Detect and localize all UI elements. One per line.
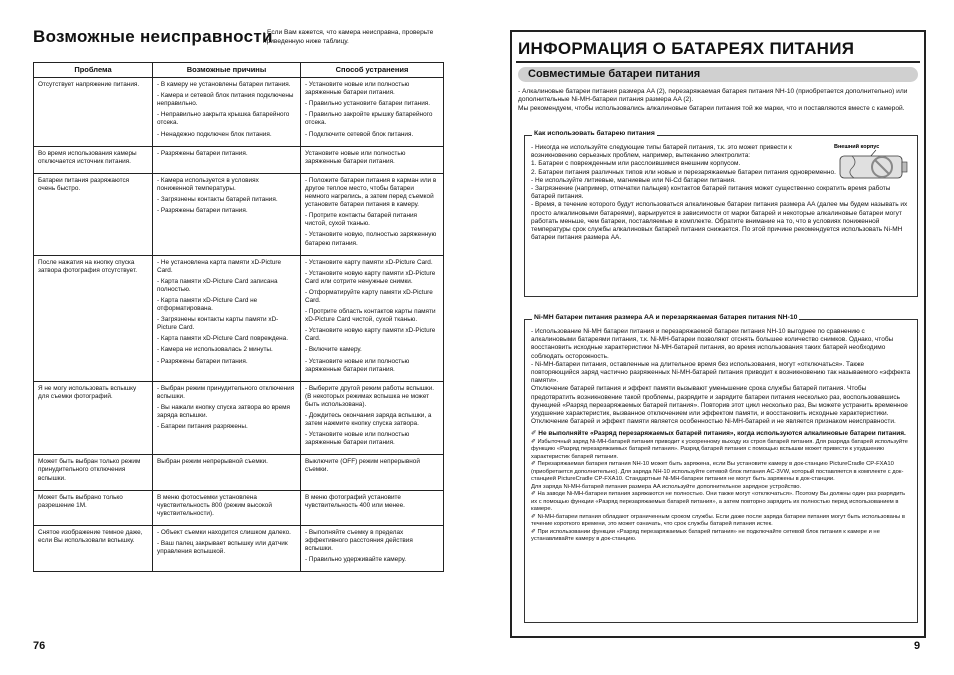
header-remedies: Способ устранения — [301, 63, 444, 78]
remedies-text: В меню фотографий установите чувствительность 400 или менее. — [305, 493, 405, 509]
small-note: Для заряда Ni-MH-батарей питания размера AA используйте дополнительное зарядное устройство. — [531, 483, 802, 490]
table-row — [34, 490, 444, 525]
remedies-text: - Правильно удерживайте камеру. — [305, 556, 407, 564]
warning-note: ✐ Не выполняйте «Разряд перезаряжаемых батарей питания», когда используются алкалиновые батареи питания. — [531, 430, 906, 438]
problem-text: Отсутствует напряжение питания. — [38, 81, 140, 89]
right-page — [490, 0, 954, 675]
subtitle: Совместимые батареи питания — [528, 68, 701, 80]
causes-cell — [153, 455, 301, 490]
remedies-text: - Отформатируйте карту памяти xD-Picture Card. — [305, 288, 433, 304]
small-note: ✐ Ni-MH-батареи питания обладают ограниченным сроком службы. Если даже после заряда батареи питания могут быть использованы в течение короткого времени, это может означать, что срок службы батарей питания истек. — [531, 513, 905, 528]
remedies-text: - Выполняйте съемку в пределах эффективного расстояния действия вспышки. — [305, 528, 413, 553]
table-row — [34, 455, 444, 490]
intro-line: - Алкалиновые батареи питания размера AA (2), перезаряжаемая батарея питания NH-10 (приобретается дополнительно) или дополнительные Ni-MH-батареи питания размера AA (2). — [518, 88, 908, 104]
remedies-text: - Установите новые или полностью заряженные батареи питания. — [305, 81, 410, 97]
causes-text: - В камеру не установлены батареи питания. — [157, 81, 291, 89]
causes-cell — [153, 490, 301, 525]
table-row — [34, 381, 444, 455]
remedies-text: - Включите камеру. — [305, 346, 362, 354]
table-row — [34, 173, 444, 255]
remedies-text: - Выберите другой режим работы вспышки. (В некоторых режимах вспышка не может быть использована). — [305, 384, 435, 408]
outer-casing-label: Внешний корпус — [834, 144, 880, 150]
remedies-cell — [301, 255, 444, 381]
problem-cell — [34, 255, 153, 381]
nimh-line: - Ni-MH-батареи питания, оставленные на длительное время без использования, могут «отключаться». Также повторяющийся заряд частично разряженных Ni-MH-батарей питания приводит к возникновению так называемого «эффекта памяти». — [531, 360, 911, 385]
causes-text: - Карта памяти xD-Picture Card не отформатирована. — [157, 296, 258, 313]
causes-text: - Загрязнены контакты батарей питания. — [157, 196, 278, 204]
intro-text — [518, 88, 918, 113]
remedies-text: - Дождитесь окончания заряда вспышки, а затем нажмите кнопку спуска затвора. — [305, 412, 432, 428]
remedies-cell — [301, 525, 444, 571]
remedies-text: - Протрите контакты батарей питания чистой, сухой тканью. — [305, 212, 418, 228]
table-row — [34, 255, 444, 381]
intro-note: - Если Вам кажется, что камера неисправна, проверьте приведенную ниже таблицу. — [263, 29, 434, 45]
remedies-cell — [301, 490, 444, 525]
causes-cell — [153, 381, 301, 455]
subtitle-bar — [518, 67, 918, 82]
causes-text: - Ваш палец закрывает вспышку или датчик управления вспышкой. — [157, 540, 288, 556]
problem-text: Может быть выбран только режим принудительного отключения вспышки. — [38, 458, 141, 482]
page-title: Возможные неисправности — [33, 27, 273, 46]
small-note: ✐ На заводе Ni-MH-батареи питания заряжаются не полностью. Они также могут «отключаться». Поэтому Вы должны один раз разрядить их с помощью функции «Разряд перезаряжаемых батарей питания», а затем повторно зарядить их полностью перед использованием в камере. — [531, 491, 906, 513]
remedies-text: - Протрите область контактов карты памяти xD-Picture Card чистой, сухой тканью. — [305, 308, 436, 324]
table-row — [34, 146, 444, 173]
nimh-line: - Использование Ni-MH батареи питания и перезаряжаемой батареи питания NH-10 выгоднее по сравнению с алкалиновыми батареями питания, т.к. Ni-MH-батареи позволяют отснять большее количество снимков. Однако, чтобы восстановить исходные характеристики Ni-MH-батарей питания, во время использования таких батарей необходимо соблюдать осторожность. — [531, 328, 894, 360]
nimh-text — [531, 328, 911, 544]
remedies-text: - Установите новые или полностью заряженные батареи питания. — [305, 357, 410, 373]
problem-text: Во время использования камеры отключается источник питания. — [38, 149, 137, 165]
causes-text: - Батареи питания разряжены. — [157, 423, 248, 431]
causes-text: В меню фотосъемки установлена чувствительность 800 (режим высокой чувствительности). — [157, 493, 272, 517]
usage-line: - Никогда не используйте следующие типы батарей питания, т.к. это может привести к возникновению серьезных проблем, например, вытеканию электролита: — [531, 144, 792, 160]
remedies-cell — [301, 173, 444, 255]
problem-cell — [34, 525, 153, 571]
nimh-line: Отключение батарей питания и эффект памяти вызывают уменьшение срока службы батарей питания. Чтобы предотвратить возникновение такой проблемы, разрядите и зарядите батареи питания несколько раз, воспользовавшись функцией «Разряд перезаряжаемых батарей питания». Повторив этот цикл несколько раз, Вы можете устранить временное ухудшение характеристик, вызванное отключением или эффектом памяти, и восстановить исходные характеристики. — [531, 385, 908, 418]
nimh-line: Отключение батарей и эффект памяти является особенностью Ni-MH-батарей и не является признаком неисправности. — [531, 418, 896, 426]
problem-cell — [34, 490, 153, 525]
remedies-text: - Правильно установите батареи питания. — [305, 100, 431, 108]
usage-line: - Не используйте литиевые, магниевые или Ni-Cd батареи питания. — [531, 176, 736, 184]
intro-line: Мы рекомендуем, чтобы использовались алкалиновые батареи питания той же марки, что и поставляются вместе с камерой. — [518, 104, 905, 112]
causes-text: - Неправильно закрыта крышка батарейного отсека. — [157, 111, 290, 127]
table-header-row — [34, 63, 444, 78]
small-note: ✐ Избыточный заряд Ni-MH-батарей питания приводит к ускоренному выходу из строя батарей питания. Для разряда батарей используйте функцию «Разряд перезаряжаемых батарей питания». Разряд батарей питания с помощью вспышки может привести к ухудшению характеристик батарей питания. — [531, 438, 908, 460]
page-number-left: 76 — [33, 640, 46, 652]
remedies-text: - Установите карту памяти xD-Picture Card. — [305, 258, 433, 266]
usage-heading: Как использовать батарею питания — [534, 130, 655, 137]
problem-text: Я не могу использовать вспышку для съемки фотографий. — [38, 384, 137, 400]
causes-text: - Разряжены батареи питания. — [157, 207, 248, 215]
remedies-cell — [301, 146, 444, 173]
causes-text: - Разряжены батареи питания. — [157, 357, 248, 365]
nimh-heading: Ni-MH батареи питания размера AA и перезаряжаемая батарея питания NH-10 — [534, 314, 798, 321]
causes-text: - Карта памяти xD-Picture Card повреждена. — [157, 335, 289, 343]
remedies-text: - Правильно закройте крышку батарейного отсека. — [305, 111, 433, 127]
causes-text: - Камера используется в условиях пониженной температуры. — [157, 176, 259, 192]
usage-line: 2. Батареи питания различных типов или новые и перезаряжаемые батареи питания одновременно. — [531, 168, 836, 176]
remedies-text: Выключите (OFF) режим непрерывной съемки. — [305, 458, 420, 474]
problem-cell — [34, 455, 153, 490]
remedies-text: - Положите батареи питания в карман или в другое теплое место, чтобы батареи немного нагрелись, а затем перед съемкой установите батареи питания в камеру. — [305, 176, 437, 209]
remedies-cell — [301, 78, 444, 147]
small-note: ✐ При использовании функции «Разряд перезаряжаемых батарей питания» не подключайте сетевой блок питания к камере и не устанавливайте камеру в док-станцию. — [531, 528, 880, 543]
causes-text: - Ненадежно подключен блок питания. — [157, 130, 272, 138]
usage-text — [531, 144, 911, 242]
usage-line: - Время, в течение которого будут использоваться алкалиновые батареи питания размера AA (далее мы будем называть их просто алкалиновыми батареями), варьируется в зависимости от марки батарей и некоторые алкалиновые батареи могут работать меньше, чем батареи, поставляемые в комплекте. Обратите внимание на то, что в условиях пониженной температуры срок службы алкалиновых батарей питания снижается. По этой причине рекомендуется использовать Ni-MH батареи питания размера AA. — [531, 201, 908, 242]
causes-text: - Карта памяти xD-Picture Card записана полностью. — [157, 277, 278, 293]
problem-text: Снятое изображение темное даже, если Вы использовали вспышку. — [38, 528, 143, 545]
nimh-frame — [524, 314, 918, 623]
causes-text: - Вы нажали кнопку спуска затвора во время заряда вспышки. — [157, 403, 290, 419]
table-row — [34, 525, 444, 571]
remedies-text: - Подключите сетевой блок питания. — [305, 130, 414, 138]
remedies-cell — [301, 455, 444, 490]
problem-text: Батареи питания разряжаются очень быстро. — [38, 176, 130, 192]
remedies-text: - Установите новую, полностью заряженную батарею питания. — [305, 231, 437, 247]
usage-line: 1. Батареи с поврежденным или расслоившимся внешним корпусом. — [531, 160, 741, 168]
remedies-text: - Установите новую карту памяти xD-Picture Card или сотрите ненужные снимки. — [305, 269, 436, 285]
causes-cell — [153, 146, 301, 173]
problem-cell — [34, 173, 153, 255]
page-number-right: 9 — [914, 640, 921, 652]
causes-text: - Объект съемки находится слишком далеко. — [157, 528, 291, 536]
section-title: ИНФОРМАЦИЯ О БАТАРЕЯХ ПИТАНИЯ — [518, 39, 855, 58]
remedies-text: Установите новые или полностью заряженные батареи питания. — [305, 149, 406, 165]
title-divider — [516, 61, 920, 63]
header-causes: Возможные причины — [153, 63, 301, 78]
causes-text: - Загрязнены контакты карты памяти xD-Picture Card. — [157, 316, 279, 332]
problem-text: Может быть выбрано только разрешение 1M. — [38, 493, 123, 509]
causes-text: Выбран режим непрерывной съемки. — [157, 458, 268, 466]
causes-text: - Камера не использовалась 2 минуты. — [157, 346, 273, 354]
causes-text: - Выбран режим принудительного отключения вспышки. — [157, 384, 295, 400]
table-row — [34, 78, 444, 147]
remedies-cell — [301, 381, 444, 455]
troubleshooting-table — [33, 62, 444, 572]
remedies-text: - Установите новые или полностью заряженные батареи питания. — [305, 431, 410, 447]
small-note: ✐ Перезаряжаемая батарея питания NH-10 может быть заряжена, если Вы установите камеру в док-станцию PictureCradle CP-FXA10 (приобретается дополнительно). Для заряда NH-10 используйте сетевой блок питания AC-3VW, который поставляется в комплекте с док-станцией PictureCradle CP-FXA10. Стандартные Ni-MH-батареи питания не могут быть заряжены в док-станции. — [531, 461, 904, 483]
problem-cell — [34, 381, 153, 455]
battery-info-box — [510, 30, 926, 638]
usage-frame — [524, 130, 918, 297]
remedies-text: - Установите новую карту памяти xD-Picture Card. — [305, 327, 436, 343]
problem-text: После нажатия на кнопку спуска затвора фотография отсутствует. — [38, 258, 137, 274]
causes-cell — [153, 173, 301, 255]
causes-cell — [153, 255, 301, 381]
problem-cell — [34, 78, 153, 147]
causes-text: - Камера и сетевой блок питания подключены неправильно. — [157, 92, 294, 108]
causes-cell — [153, 78, 301, 147]
usage-line: - Загрязнение (например, отпечатки пальцев) контактов батарей питания может существенно сократить время работы батарей питания. — [531, 185, 891, 201]
problem-cell — [34, 146, 153, 173]
header-problem: Проблема — [34, 63, 153, 78]
causes-text: - Разряжены батареи питания. — [157, 149, 248, 157]
causes-cell — [153, 525, 301, 571]
causes-text: - Не установлена карта памяти xD-Picture Card. — [157, 258, 282, 274]
left-page — [0, 0, 470, 675]
